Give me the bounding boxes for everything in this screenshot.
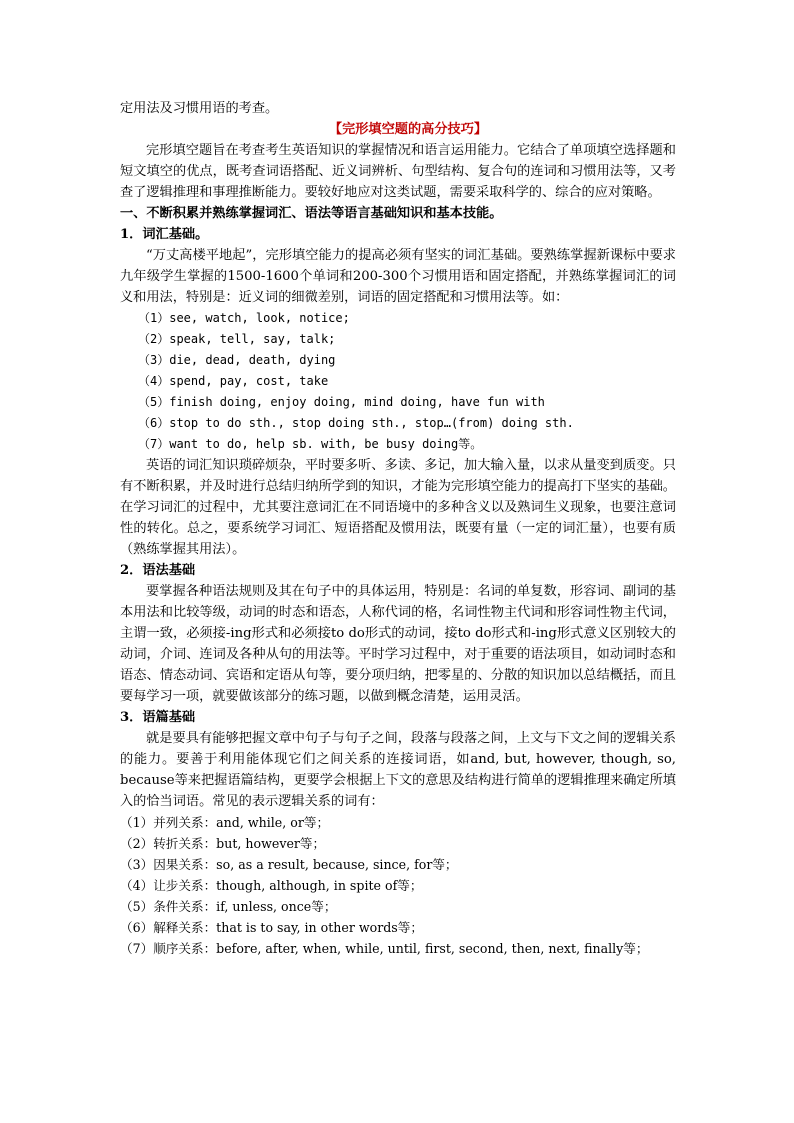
relation-item: （1）并列关系：and, while, or等；	[120, 815, 330, 830]
example-item: （5）finish doing, enjoy doing, mind doing, have fun with	[138, 395, 545, 409]
grammar-paragraph: 要掌握各种语法规则及其在句子中的具体运用，特别是：名词的单复数，形容词、副词的基本用法和比较等级，动词的时态和语态，人称代词的格，名词性物主代词和形容词性物主代词，主谓一致，必须接-ing形式和必须接to do形式的动词，接to do形式和-ing形式意义区别较大的动词，介词、连词及各种从句的用法等。平时学习过程中，对于重要的语法项目，如动词时态和语态、情态动词、宾语和定语从句等，要分项归纳，把零星的、分散的知识加以总结概括，而且要每学习一项，就要做该部分的练习题，以做到概念清楚，运用灵活。	[120, 584, 676, 704]
intro-line: 定用法及习惯用语的考查。	[120, 101, 279, 116]
example-item: （2）speak, tell, say, talk;	[138, 332, 336, 346]
relation-item: （7）顺序关系：before, after, when, while, until, first, second, then, next, finally等；	[120, 941, 649, 956]
section-title: 【完形填空题的高分技巧】	[328, 122, 488, 137]
example-item: （7）want to do, help sb. with, be busy doing等。	[138, 437, 483, 451]
relation-item: （2）转折关系：but, however等；	[120, 836, 326, 851]
grammar-heading: 2．语法基础	[120, 563, 196, 578]
example-item: （6）stop to do sth., stop doing sth., stop…(from) doing sth.	[138, 416, 574, 430]
discourse-heading: 3．语篇基础	[120, 710, 196, 725]
vocab-heading: 1．词汇基础。	[120, 227, 209, 242]
relation-item: （5）条件关系：if, unless, once等；	[120, 899, 337, 914]
intro-paragraph: 完形填空题旨在考查考生英语知识的掌握情况和语言运用能力。它结合了单项填空选择题和短文填空的优点，既考查词语搭配、近义词辨析、句型结构、复合句的连词和习惯用法等，又考查了逻辑推理和事理推断能力。要较好地应对这类试题，需要采取科学的、综合的应对策略。	[120, 143, 676, 200]
relation-item: （4）让步关系：though, although, in spite of等；	[120, 878, 423, 893]
relation-item: （6）解释关系：that is to say, in other words等；	[120, 920, 423, 935]
example-item: （1）see, watch, look, notice;	[138, 311, 350, 325]
example-item: （4）spend, pay, cost, take	[138, 374, 329, 388]
document-page	[120, 98, 676, 959]
relation-item: （3）因果关系：so, as a result, because, since, for等；	[120, 857, 458, 872]
example-item: （3）die, dead, death, dying	[138, 353, 336, 367]
discourse-paragraph: 就是要具有能够把握文章中句子与句子之间，段落与段落之间，上文与下文之间的逻辑关系的能力。要善于利用能体现它们之间关系的连接词语，如and, but, however, though, so, because等来把握语篇结构，更要学会根据上下文的意思及结构进行简单的逻辑推理来确定所填入的恰当词语。常见的表示逻辑关系的词有：	[120, 731, 676, 809]
section-heading-1: 一、不断积累并熟练掌握词汇、语法等语言基础知识和基本技能。	[120, 206, 503, 221]
vocab-paragraph-2: 英语的词汇知识琐碎烦杂，平时要多听、多读、多记，加大输入量，以求从量变到质变。只有不断积累，并及时进行总结归纳所学到的知识，才能为完形填空能力的提高打下坚实的基础。在学习词汇的过程中，尤其要注意词汇在不同语境中的多种含义以及熟词生义现象，也要注意词性的转化。总之，要系统学习词汇、短语搭配及惯用法，既要有量（一定的词汇量），也要有质（熟练掌握其用法）。	[120, 458, 676, 557]
vocab-paragraph: “万丈高楼平地起”，完形填空能力的提高必须有坚实的词汇基础。要熟练掌握新课标中要求九年级学生掌握的1500-1600个单词和200-300个习惯用语和固定搭配，并熟练掌握词汇的词义和用法，特别是：近义词的细微差别，词语的固定搭配和习惯用法等。如：	[120, 248, 676, 305]
